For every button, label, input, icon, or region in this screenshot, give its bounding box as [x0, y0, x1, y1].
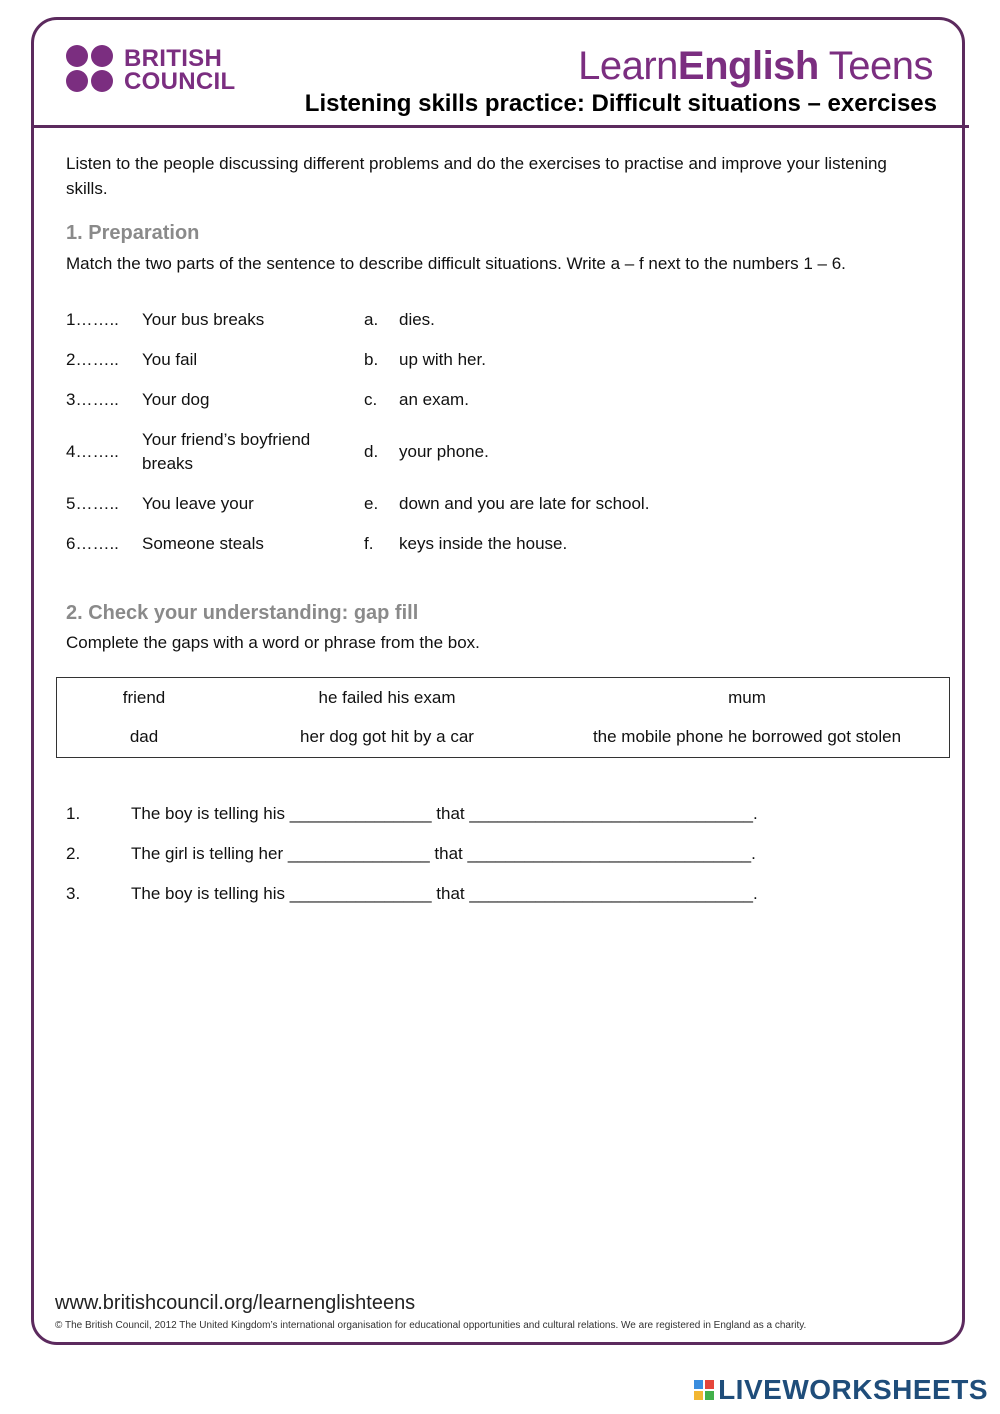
- le-logo-learn: Learn: [578, 44, 678, 88]
- word-box-item: dad: [129, 727, 159, 746]
- le-logo-teens: Teens: [818, 44, 933, 88]
- list-item: [66, 884, 758, 924]
- table-row: [66, 300, 766, 340]
- section2-instruction: Complete the gaps with a word or phrase from the box.: [66, 633, 480, 652]
- match-number[interactable]: 3……..: [66, 390, 119, 409]
- page-title: Listening skills practice: Difficult situations – exercises: [304, 90, 937, 117]
- sentence-end: down and you are late for school.: [399, 494, 650, 513]
- table-row: [66, 484, 766, 524]
- word-box: [56, 677, 950, 758]
- match-letter: e.: [364, 494, 379, 513]
- matching-table: [66, 300, 766, 564]
- bc-logo-line1: BRITISH: [124, 45, 223, 72]
- match-number[interactable]: 2……..: [66, 350, 119, 369]
- intro-text: Listen to the people discussing different problems and do the exercises to practise and improve your listening skills.: [66, 154, 887, 198]
- word-box-item: friend: [122, 688, 166, 707]
- word-box-item: mum: [728, 688, 766, 707]
- table-row: [66, 420, 766, 484]
- match-number[interactable]: 4……..: [66, 442, 119, 461]
- list-item: [66, 804, 758, 844]
- liveworksheets-icon: [694, 1380, 714, 1400]
- word-box-item: he failed his exam: [318, 688, 456, 707]
- gap-item-text[interactable]: The boy is telling his _______________ that ______________________________.: [131, 884, 758, 903]
- bc-logo-line2: COUNCIL: [124, 68, 236, 95]
- word-box-item: the mobile phone he borrowed got stolen: [592, 727, 902, 746]
- liveworksheets-logo: [694, 1374, 988, 1406]
- list-item: [66, 844, 758, 884]
- table-row: [66, 380, 766, 420]
- sentence-start: Someone steals: [142, 534, 264, 553]
- match-letter: a.: [364, 310, 379, 329]
- section1-instruction: Match the two parts of the sentence to describe difficult situations. Write a – f next to the numbers 1 – 6.: [66, 254, 846, 273]
- footer-copyright: © The British Council, 2012 The United Kingdom’s international organisation for educational opportunities and cultural relations. We are registered in England as a charity.: [55, 1320, 807, 1331]
- sentence-end: dies.: [399, 310, 435, 329]
- match-number[interactable]: 5……..: [66, 494, 119, 513]
- header-divider: [31, 125, 969, 128]
- match-letter: d.: [364, 442, 379, 461]
- learnenglish-teens-logo: [578, 44, 933, 89]
- sentence-end: up with her.: [399, 350, 486, 369]
- liveworksheets-text: LIVEWORKSHEETS: [718, 1374, 988, 1405]
- footer-url[interactable]: www.britishcouncil.org/learnenglishteens: [55, 1292, 416, 1314]
- match-letter: f.: [364, 534, 374, 553]
- british-council-dots-icon: [66, 45, 116, 95]
- sentence-start: Your friend’s boyfriend breaks: [142, 430, 311, 473]
- word-box-item: her dog got hit by a car: [300, 727, 474, 746]
- sentence-start: You leave your: [142, 494, 254, 513]
- match-number[interactable]: 1……..: [66, 310, 119, 329]
- table-row: [66, 524, 766, 564]
- match-letter: c.: [364, 390, 378, 409]
- gap-item-text[interactable]: The girl is telling her _______________ that ______________________________.: [131, 844, 756, 863]
- table-row: [66, 340, 766, 380]
- gap-fill-list: [66, 804, 758, 924]
- sentence-end: your phone.: [399, 442, 489, 461]
- gap-item-number: 2.: [66, 844, 81, 863]
- gap-item-number: 1.: [66, 804, 81, 823]
- section2-heading: 2. Check your understanding: gap fill: [66, 602, 419, 624]
- section1-heading: 1. Preparation: [66, 222, 200, 244]
- sentence-start: You fail: [142, 350, 198, 369]
- le-logo-english: English: [677, 44, 819, 88]
- match-letter: b.: [364, 350, 379, 369]
- match-number[interactable]: 6……..: [66, 534, 119, 553]
- sentence-start: Your bus breaks: [142, 310, 265, 329]
- gap-item-number: 3.: [66, 884, 81, 903]
- british-council-logo: [66, 45, 235, 95]
- sentence-start: Your dog: [142, 390, 210, 409]
- sentence-end: an exam.: [399, 390, 469, 409]
- sentence-end: keys inside the house.: [399, 534, 568, 553]
- gap-item-text[interactable]: The boy is telling his _______________ that ______________________________.: [131, 804, 758, 823]
